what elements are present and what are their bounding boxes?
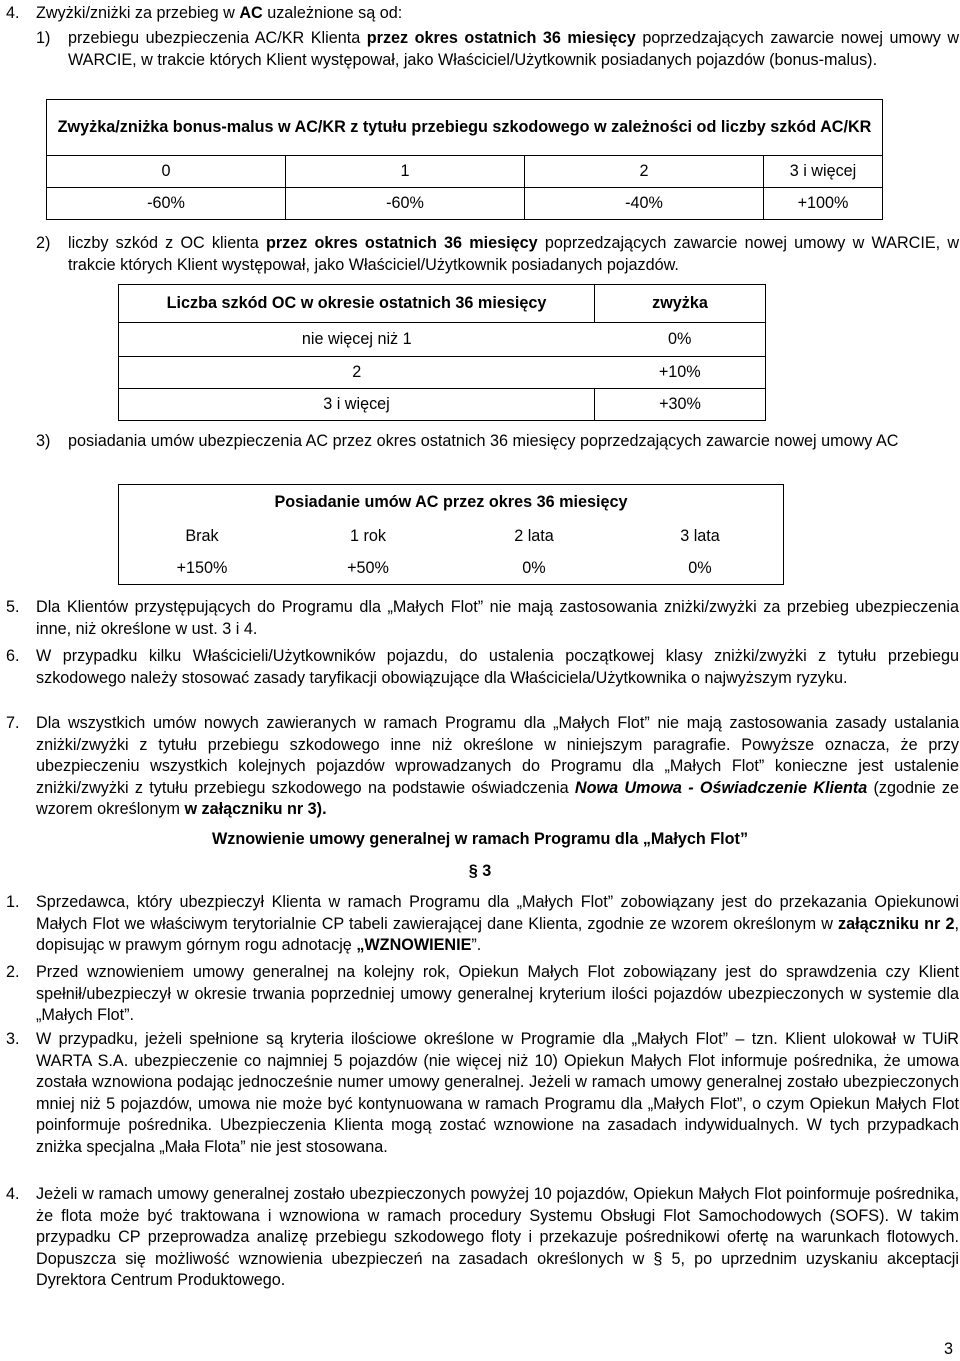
section-sign: § 3: [468, 862, 492, 880]
table2-cell: 3 i więcej: [119, 389, 595, 421]
renewal-1-number: 1.: [6, 893, 20, 911]
section-heading: Wznowienie umowy generalnej w ramach Programu dla „Małych Flot”: [211, 830, 749, 848]
table3-header-cell: 1 rok: [350, 526, 386, 545]
section-7-number: 7.: [6, 714, 20, 732]
section-5-number: 5.: [6, 598, 20, 616]
section-6-number: 6.: [6, 647, 20, 665]
table1-header-cell: 0: [47, 156, 286, 188]
table1-header-cell: 3 i więcej: [764, 156, 883, 188]
renewal-1-text: Sprzedawca, który ubezpieczył Klienta w ramach Programu dla „Małych Flot” zobowiązany jest do przekazania Opiekunowi Małych Flot we właściwym terytorialnie CP tabeli zawierającej dane Klienta, zgodnie ze wzorem określonym w załączniku nr 2, dopisując w prawym górnym rogu adnotację „WZNOWIENIE”.: [36, 893, 959, 954]
table3-title: Posiadanie umów AC przez okres 36 miesięcy: [119, 485, 784, 521]
table1-title: Zwyżka/zniżka bonus-malus w AC/KR z tytułu przebiegu szkodowego w zależności od liczby szkód AC/KR: [47, 100, 883, 156]
table3-value-cell: 0%: [451, 553, 617, 585]
section-7-text: Dla wszystkich umów nowych zawieranych w ramach Programu dla „Małych Flot” nie mają zastosowania zasady ustalania zniżki/zwyżki z tytułu przebiegu szkodowego inne niż określone w niniejszym paragrafie. Powyższe oznacza, że przy ubezpieczeniu wszystkich kolejnych pojazdów wprowadzanych do Programu dla „Małych Flot” konieczne jest ustalenie zniżki/zwyżki z tytułu przebiegu szkodowego na podstawie oświadczenia Nowa Umowa - Oświadczenie Klienta (zgodnie ze wzorem określonym w załączniku nr 3).: [36, 714, 960, 818]
table3-value-cell: 0%: [617, 553, 784, 585]
renewal-2-text: Przed wznowieniem umowy generalnej na kolejny rok, Opiekun Małych Flot zobowiązany jest do sprawdzenia czy Klient spełnił/ubezpieczył w okresie trwania poprzedniej umowy generalnej kryterium ilości pojazdów ubezpieczonych w systemie dla „Małych Flot”.: [36, 963, 959, 1024]
table3-value-cell: +150%: [119, 553, 286, 585]
table2-cell: +30%: [595, 389, 766, 421]
ac-history-table: [118, 484, 784, 585]
renewal-4-text: Jeżeli w ramach umowy generalnej zostało ubezpieczonych powyżej 10 pojazdów, Opiekun Małych Flot poinformuje pośrednika, że flota może być traktowana i wznowiona w ramach procedury Systemu Obsługi Flot Samochodowych (SOFS). W takim przypadku CP przeprowadza analizę przebiegu szkodowego floty i przekazuje pośrednikowi ofertę na warunkach flotowych. Dopuszcza się możliwość wznowienia ubezpieczeń na zasadach określonych w § 5, po uprzednim uzyskaniu akceptacji Dyrektora Centrum Produktowego.: [36, 1185, 959, 1289]
point-1-number: 1): [36, 29, 51, 47]
table1-value-cell: -60%: [47, 188, 286, 220]
point-2-text: liczby szkód z OC klienta przez okres ostatnich 36 miesięcy poprzedzających zawarcie nowej umowy w WARCIE, w trakcie których Klient występował, jako Właściciel/Użytkownik posiadanych pojazdów.: [68, 234, 960, 274]
table2-cell: 2: [119, 357, 595, 389]
point-3-text: posiadania umów ubezpieczenia AC przez okres ostatnich 36 miesięcy poprzedzających zawarcie nowej umowy AC: [68, 432, 899, 450]
section-6-text: W przypadku kilku Właścicieli/Użytkowników pojazdu, do ustalenia początkowej klasy zniżki/zwyżki z tytułu przebiegu szkodowego należy stosować zasady taryfikacji obowiązujące dla Właściciela/Użytkownika o najwyższym ryzyku.: [36, 647, 959, 687]
renewal-2-number: 2.: [6, 963, 20, 981]
bonus-malus-ackr-table: [46, 99, 883, 220]
point-3-number: 3): [36, 432, 51, 450]
table3-value-cell: +50%: [285, 553, 451, 585]
renewal-3-number: 3.: [6, 1030, 20, 1048]
table2-cell: 0%: [595, 323, 766, 357]
section-4-number: 4.: [6, 4, 20, 22]
point-2-number: 2): [36, 234, 51, 252]
point-1-text: przebiegu ubezpieczenia AC/KR Klienta przez okres ostatnich 36 miesięcy poprzedzających zawarcie nowej umowy w WARCIE, w trakcie których Klient występował, jako Właściciel/Użytkownik posiadanych pojazdów (bonus-malus).: [68, 29, 960, 69]
table2-cell: nie więcej niż 1: [119, 323, 595, 357]
table1-header-cell: 2: [525, 156, 764, 188]
section-4-intro: Zwyżki/zniżki za przebieg w AC uzależnione są od:: [36, 4, 403, 22]
table2-col1-header: Liczba szkód OC w okresie ostatnich 36 miesięcy: [119, 285, 595, 323]
table2-col2-header: zwyżka: [595, 285, 766, 323]
table3-header-cell: 2 lata: [514, 526, 554, 545]
table3-header-cell: Brak: [119, 521, 286, 553]
table1-value-cell: -60%: [286, 188, 525, 220]
renewal-3-text: W przypadku, jeżeli spełnione są kryteria ilościowe określone w Programie dla „Małych Flot” – tzn. Klient ulokował w TUiR WARTA S.A. ubezpieczenie co najmniej 5 pojazdów (nie więcej niż 10) Opiekun Małych Flot informuje pośrednika, że umowa została wznowiona podając jednocześnie numer umowy generalnej. Jeżeli w ramach umowy generalnej zostało ubezpieczonych mniej niż 5 pojazdów, umowa nie może być kontynuowana w ramach Programu dla „Małych Flot”, o czym Opiekun Małych Flot poinformuje pośrednika. Ubezpieczenia Klienta mogą zostać wznowione na zasadach indywidualnych. W tych przypadkach zniżka specjalna „Mała Flota” nie jest stosowana.: [36, 1030, 959, 1156]
table1-value-cell: -40%: [525, 188, 764, 220]
oc-claims-table: [118, 284, 766, 421]
table3-header-cell: 3 lata: [617, 521, 784, 553]
table1-value-cell: +100%: [764, 188, 883, 220]
table1-header-cell: 1: [286, 156, 525, 188]
table2-cell: +10%: [595, 357, 766, 389]
renewal-4-number: 4.: [6, 1185, 20, 1203]
section-5-text: Dla Klientów przystępujących do Programu dla „Małych Flot” nie mają zastosowania zniżki/zwyżki za przebieg ubezpieczenia inne, niż określone w ust. 3 i 4.: [36, 598, 959, 638]
page-number: 3: [944, 1340, 954, 1358]
